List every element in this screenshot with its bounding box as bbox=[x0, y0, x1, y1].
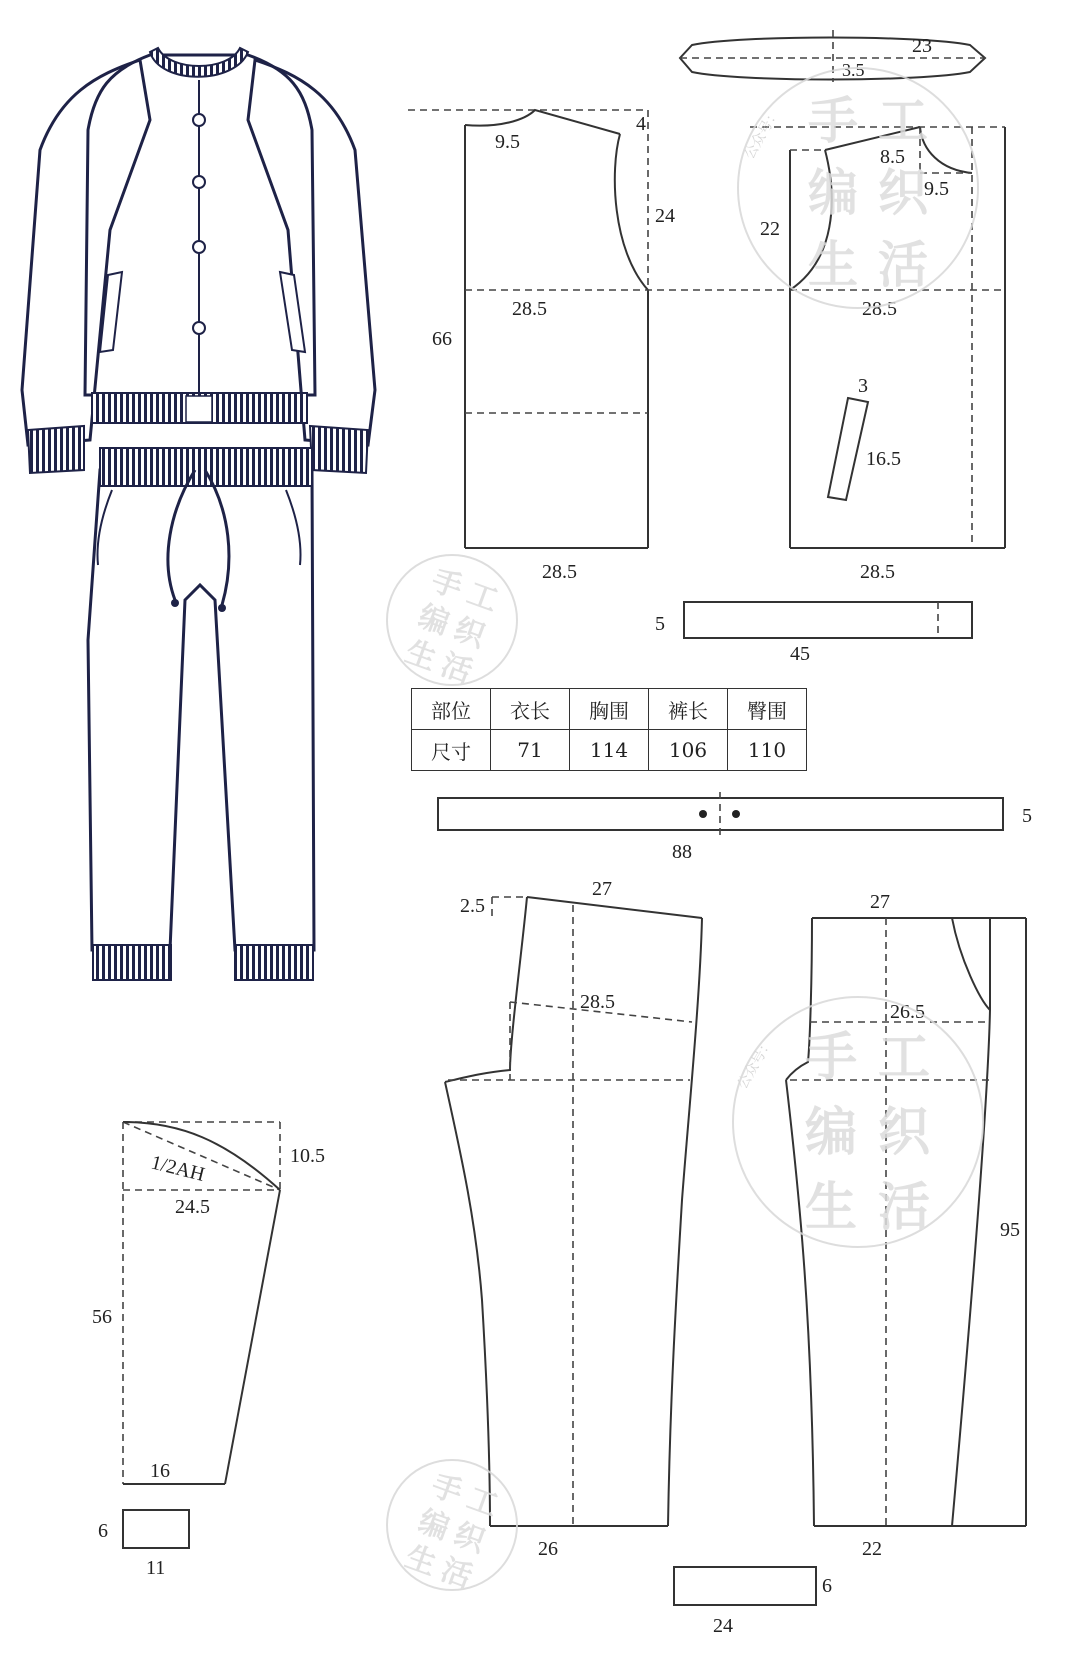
pants-waistband bbox=[100, 448, 312, 486]
pants-illustration bbox=[88, 448, 314, 980]
pocket-right bbox=[280, 272, 305, 352]
front-chest-label: 28.5 bbox=[862, 298, 897, 320]
size-table-value-row bbox=[412, 730, 807, 771]
sleeve-cap-label: 10.5 bbox=[290, 1145, 325, 1167]
size-table-cell: 110 bbox=[728, 730, 807, 771]
wm-char: 编 bbox=[808, 164, 858, 222]
button bbox=[193, 176, 205, 188]
wm-char: 生 bbox=[805, 1178, 858, 1238]
wm-char: 织 bbox=[878, 1103, 931, 1163]
front-neck-depth-label: 9.5 bbox=[924, 178, 949, 200]
waistband-piece bbox=[438, 792, 1032, 863]
cuff-width-label: 6 bbox=[98, 1520, 108, 1542]
wm-char: 活 bbox=[436, 1552, 477, 1596]
size-table-header: 部位 bbox=[412, 689, 491, 730]
watermark-stamp bbox=[733, 997, 983, 1247]
pocket-width-label: 3 bbox=[858, 375, 868, 397]
wm-char: 编 bbox=[413, 598, 454, 642]
front-pant-hem-label: 22 bbox=[862, 1538, 882, 1560]
wm-sub: 公众号： bbox=[741, 105, 784, 162]
button bbox=[193, 114, 205, 126]
wm-char: 生 bbox=[400, 634, 441, 678]
wm-char: 生 bbox=[808, 236, 858, 294]
back-length-label: 66 bbox=[432, 328, 452, 350]
size-table-cell: 71 bbox=[491, 730, 570, 771]
pocket-length-label: 16.5 bbox=[866, 448, 901, 470]
back-pant-piece bbox=[445, 878, 702, 1560]
size-table-cell: 尺寸 bbox=[412, 730, 491, 771]
size-table-header: 衣长 bbox=[491, 689, 570, 730]
button bbox=[193, 322, 205, 334]
sleeve-piece bbox=[92, 1122, 325, 1484]
wm-char: 手 bbox=[426, 563, 467, 607]
button bbox=[193, 241, 205, 253]
wm-char: 手 bbox=[808, 92, 858, 150]
jacket-cuff-right bbox=[310, 426, 368, 473]
sleeve-ah-label: 1/2AH bbox=[148, 1151, 207, 1187]
front-pocket-welt bbox=[828, 398, 868, 500]
front-hip-label: 26.5 bbox=[890, 1001, 925, 1023]
jacket-illustration bbox=[22, 48, 375, 473]
back-pant-hem-label: 26 bbox=[538, 1538, 558, 1560]
wm-char: 织 bbox=[449, 611, 490, 655]
front-waist-label: 27 bbox=[870, 891, 890, 913]
size-table-header: 裤长 bbox=[649, 689, 728, 730]
hem-band-piece bbox=[655, 602, 972, 665]
back-bodice-piece bbox=[408, 110, 790, 583]
collar-length-label: 23 bbox=[912, 35, 932, 57]
wm-char: 织 bbox=[878, 164, 928, 222]
waistband-width-label: 5 bbox=[1022, 805, 1032, 827]
sleeve-cuff-piece bbox=[98, 1510, 189, 1579]
back-armhole-label: 24 bbox=[655, 205, 675, 227]
back-chest-label: 28.5 bbox=[512, 298, 547, 320]
wm-char: 活 bbox=[878, 1178, 931, 1238]
back-neck-label: 9.5 bbox=[495, 131, 520, 153]
watermark-stamp bbox=[387, 1460, 517, 1596]
front-armhole-label: 22 bbox=[760, 218, 780, 240]
size-table-header: 胸围 bbox=[570, 689, 649, 730]
size-table-cell: 114 bbox=[570, 730, 649, 771]
pant-cuff-length-label: 24 bbox=[713, 1615, 733, 1637]
sleeve-length-label: 56 bbox=[92, 1306, 112, 1328]
sleeve-hem-label: 16 bbox=[150, 1460, 170, 1482]
collar-piece bbox=[680, 30, 985, 82]
size-table-header-row bbox=[412, 689, 807, 730]
pants-body bbox=[88, 470, 314, 950]
size-table bbox=[411, 688, 807, 771]
pant-cuff-piece bbox=[674, 1567, 832, 1637]
hemband-width-label: 5 bbox=[655, 613, 665, 635]
watermark-stamp bbox=[387, 555, 517, 691]
back-hip-label: 28.5 bbox=[580, 991, 615, 1013]
wm-sub: 公众号： bbox=[734, 1035, 777, 1092]
wm-char: 工 bbox=[462, 1481, 503, 1525]
size-table-cell: 106 bbox=[649, 730, 728, 771]
wm-char: 活 bbox=[878, 236, 928, 294]
pant-cuff-width-label: 6 bbox=[822, 1575, 832, 1597]
front-neck-width-label: 8.5 bbox=[880, 146, 905, 168]
pocket-left bbox=[100, 272, 122, 352]
cuff-length-label: 11 bbox=[146, 1557, 166, 1579]
back-rise-label: 2.5 bbox=[460, 895, 485, 917]
waistband-length-label: 88 bbox=[672, 841, 692, 863]
front-hem-label: 28.5 bbox=[860, 561, 895, 583]
sleeve-width-label: 24.5 bbox=[175, 1196, 210, 1218]
back-hem-label: 28.5 bbox=[542, 561, 577, 583]
back-shoulder-label: 4 bbox=[636, 113, 646, 135]
jacket-cuff-left bbox=[28, 426, 84, 473]
size-table-header: 臀围 bbox=[728, 689, 807, 730]
hemband-length-label: 45 bbox=[790, 643, 810, 665]
back-waist-label: 27 bbox=[592, 878, 612, 900]
wm-char: 织 bbox=[449, 1516, 490, 1560]
pants-cuff-right bbox=[235, 945, 313, 980]
collar-width-label: 3.5 bbox=[842, 60, 865, 80]
wm-char: 工 bbox=[462, 576, 503, 620]
wm-char: 手 bbox=[805, 1028, 858, 1088]
wm-char: 手 bbox=[426, 1468, 467, 1512]
jacket-collar bbox=[150, 48, 248, 77]
wm-char: 活 bbox=[436, 647, 477, 691]
wm-char: 编 bbox=[805, 1103, 858, 1163]
right-sleeve bbox=[248, 60, 375, 445]
wm-char: 工 bbox=[878, 92, 928, 150]
wm-char: 编 bbox=[413, 1503, 454, 1547]
wm-char: 生 bbox=[400, 1539, 441, 1583]
pants-cuff-left bbox=[93, 945, 171, 980]
pant-length-label: 95 bbox=[1000, 1219, 1020, 1241]
wm-char: 工 bbox=[878, 1028, 931, 1088]
